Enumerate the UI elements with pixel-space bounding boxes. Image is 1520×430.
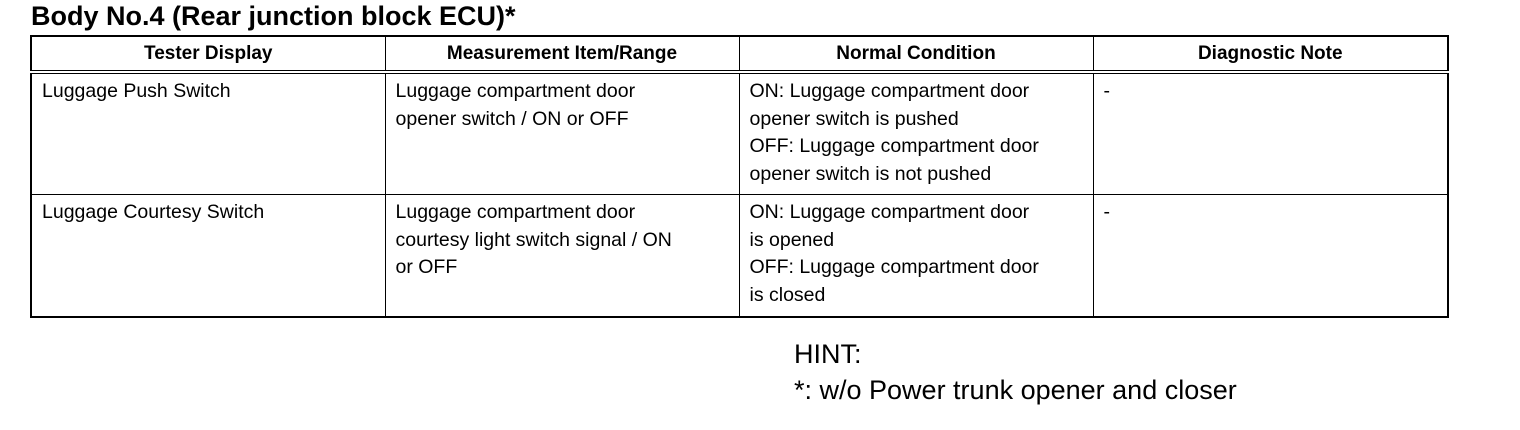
measurement-line: Luggage compartment door	[395, 80, 636, 102]
measurement-cell	[385, 195, 739, 318]
tester-display-text: Luggage Courtesy Switch	[42, 201, 265, 223]
table-row	[31, 195, 1448, 318]
header-diagnostic-note: Diagnostic Note	[1093, 36, 1448, 72]
measurement-line: Luggage compartment door	[395, 201, 636, 223]
hint-text: *: w/o Power trunk opener and closer	[794, 375, 1237, 405]
tester-display-cell	[31, 72, 385, 195]
normal-condition-line: is opened	[749, 228, 835, 251]
normal-condition-cell	[739, 195, 1093, 318]
diagnostic-note-text: -	[1103, 201, 1110, 223]
normal-condition-line: ON: Luggage compartment door	[749, 80, 1030, 102]
normal-condition-line: ON: Luggage compartment door	[749, 201, 1030, 223]
data-list-table	[30, 35, 1449, 318]
normal-condition-line: OFF: Luggage compartment door	[749, 135, 1039, 157]
table-row	[31, 72, 1448, 195]
normal-condition-line: is closed	[749, 283, 826, 306]
measurement-line: opener switch / ON or OFF	[395, 107, 629, 130]
hint-label: HINT:	[794, 339, 862, 369]
tester-display-cell	[31, 195, 385, 318]
header-tester-display: Tester Display	[31, 36, 385, 72]
header-measurement-item: Measurement Item/Range	[385, 36, 739, 72]
measurement-line: courtesy light switch signal / ON	[395, 228, 672, 251]
tester-display-text: Luggage Push Switch	[42, 80, 231, 102]
normal-condition-line: OFF: Luggage compartment door	[749, 256, 1039, 278]
normal-condition-line: opener switch is pushed	[749, 107, 959, 130]
diagnostic-note-cell	[1093, 72, 1448, 195]
diagnostic-note-cell	[1093, 195, 1448, 318]
measurement-cell	[385, 72, 739, 195]
table-header-row	[31, 36, 1448, 72]
header-normal-condition: Normal Condition	[739, 36, 1093, 72]
hint-block	[794, 336, 1237, 408]
measurement-line: or OFF	[395, 256, 458, 278]
diagnostic-note-text: -	[1103, 80, 1110, 102]
normal-condition-cell	[739, 72, 1093, 195]
normal-condition-line: opener switch is not pushed	[749, 162, 992, 185]
page-title: Body No.4 (Rear junction block ECU)*	[31, 1, 516, 31]
